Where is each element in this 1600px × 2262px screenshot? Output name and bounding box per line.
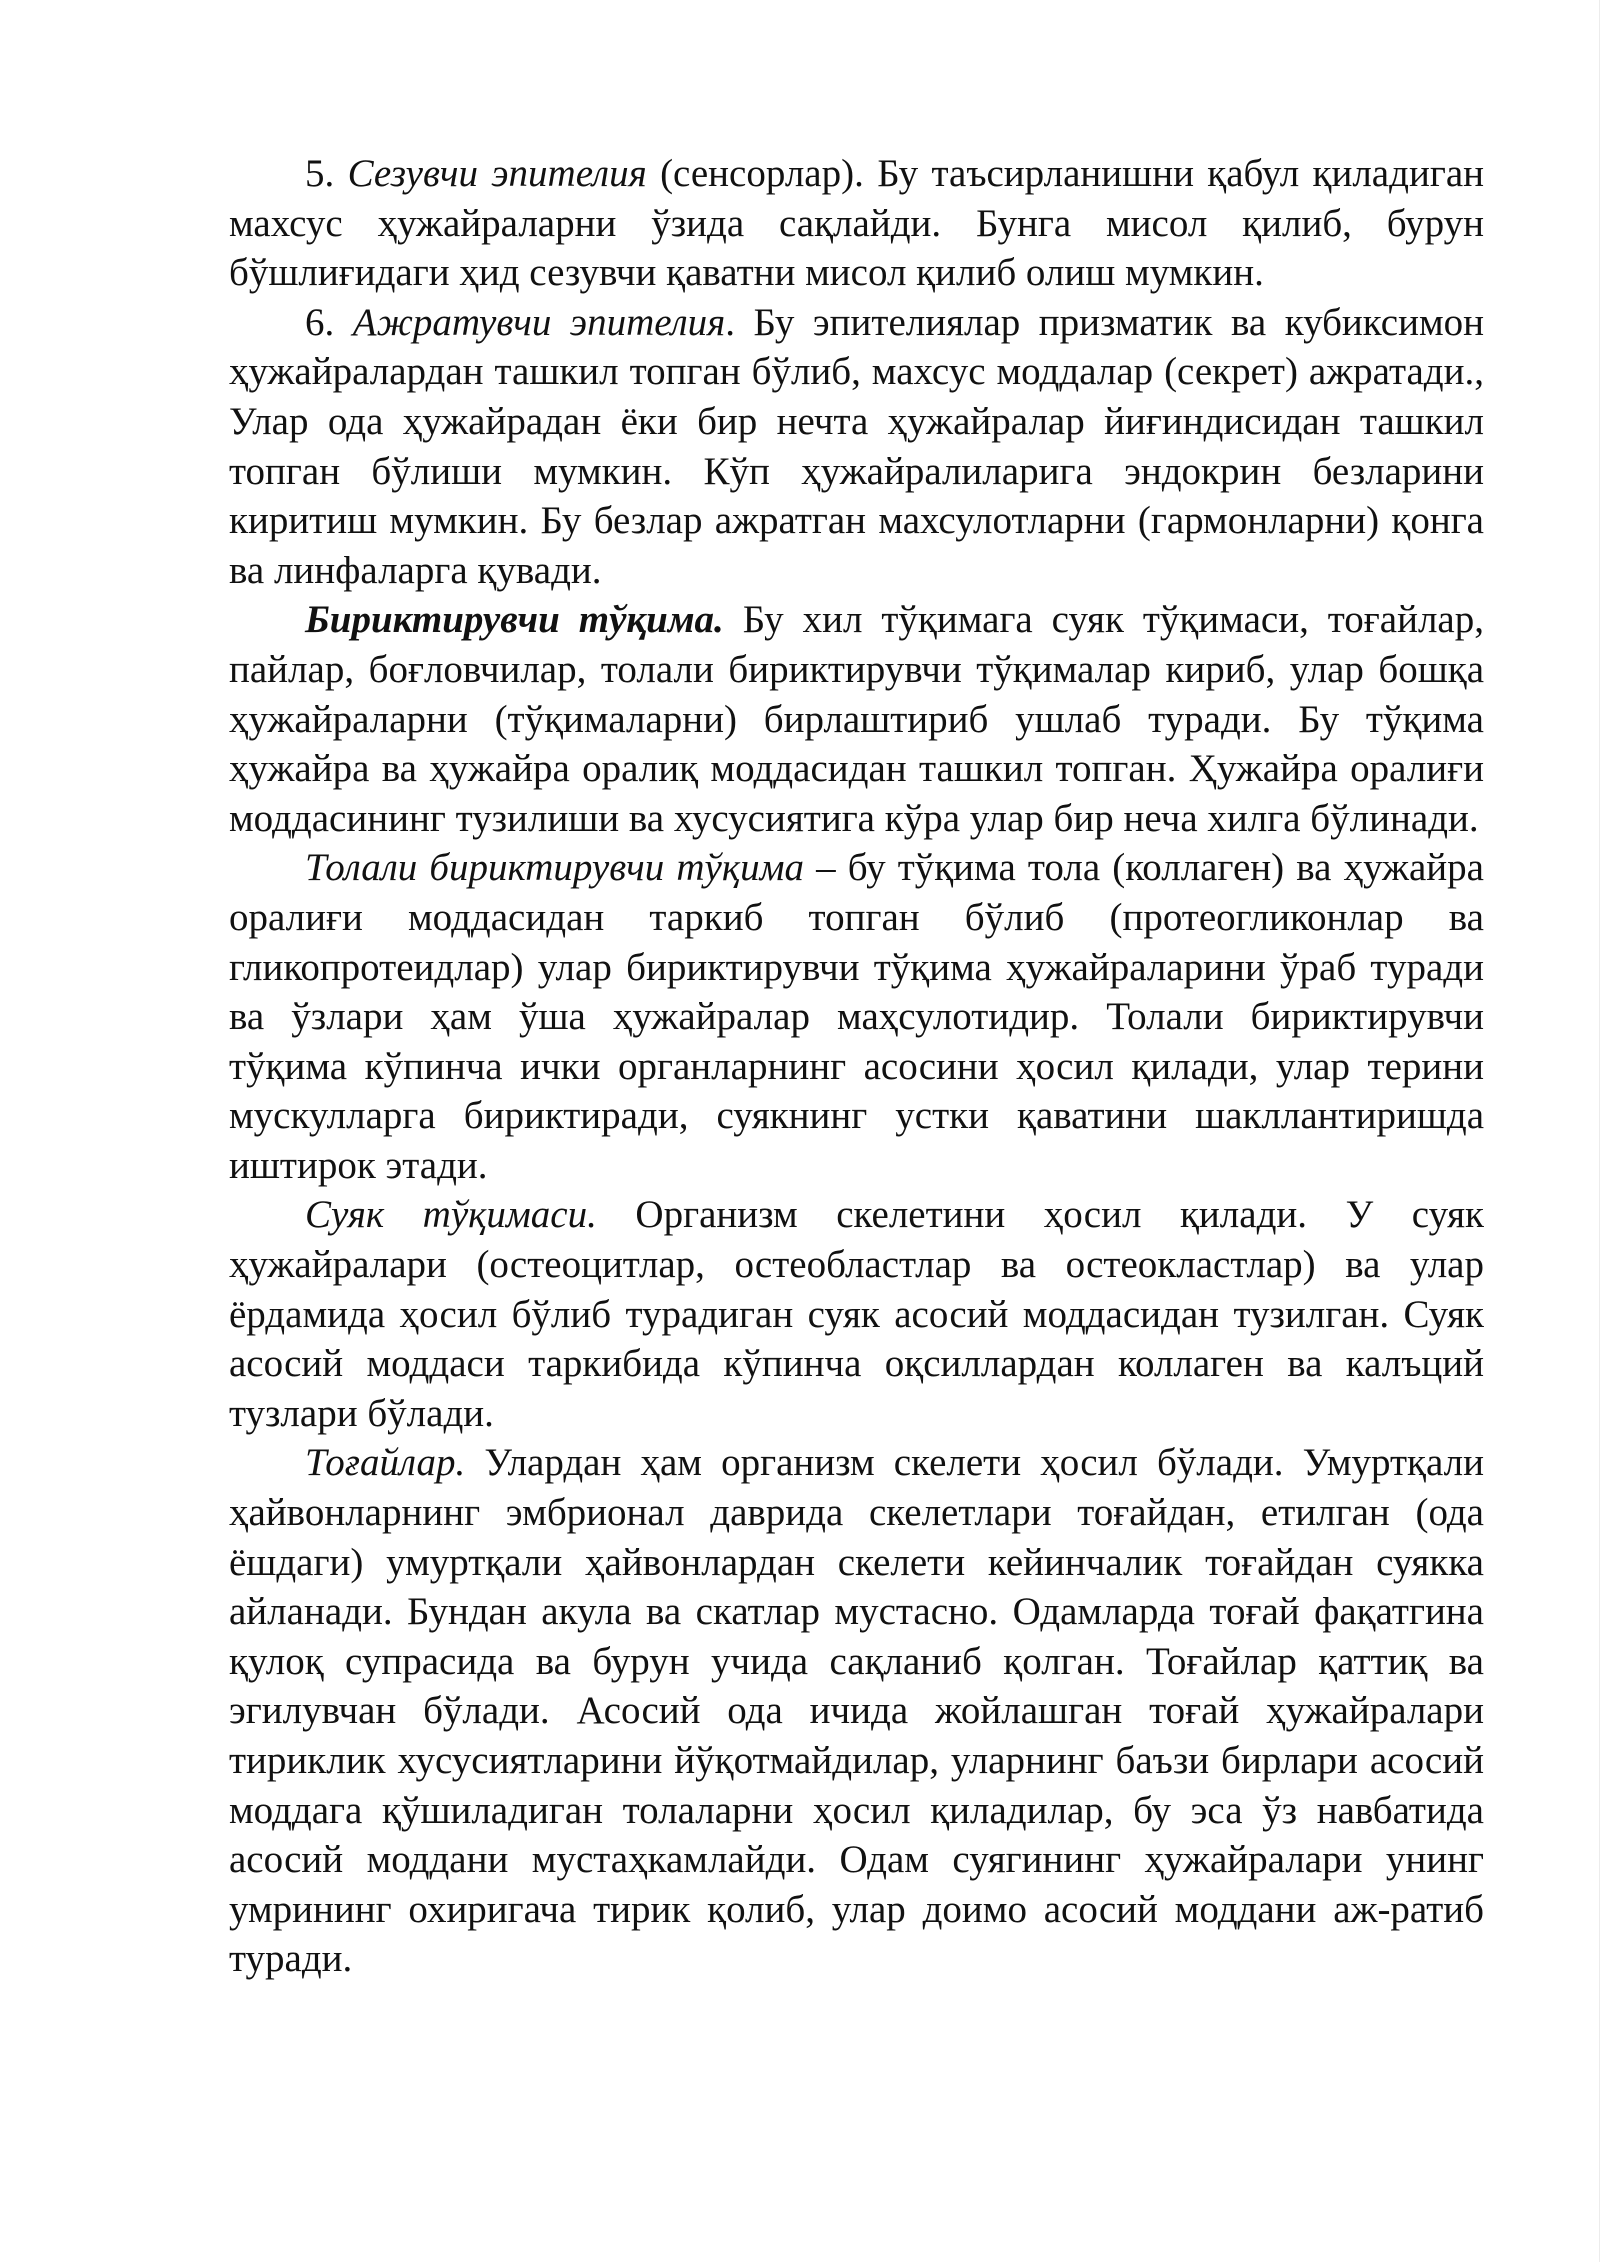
paragraph-cartilage [229, 1438, 1484, 1984]
term-cartilage: Тоғайлар. [305, 1441, 466, 1485]
paragraph-bone-tissue [229, 1190, 1484, 1438]
document-body [229, 149, 1484, 1984]
paragraph-fibrous-connective-tissue [229, 843, 1484, 1190]
term-secretory-epithelium: Ажратувчи эпителия [352, 300, 726, 344]
paragraph-text: . Бу эпителиялар призматик ва кубиксимон ҳужайралардан ташкил топган бўлиб, махсус моддалар (секрет) ажратади., Улар ода ҳужайрадан ёки бир нечта ҳужайралар йиғиндисидан ташкил топган бўлиши мумкин. Кўп ҳужайралиларига эндокрин безларини киритиш мумкин. Бу безлар ажратган махсулотларни (гармонларни) қонга ва линфаларга қувади. [229, 300, 1484, 592]
paragraph-text: (сенсорлар). Бу таъсирланишни қабул қиладиган махсус ҳужайраларни ўзида сақлайди. Бунга мисол қилиб, бурун бўшлиғидаги ҳид сезувчи қаватни мисол қилиб олиш мумкин. [229, 152, 1485, 295]
list-number: 5. [305, 152, 335, 195]
paragraph-sensory-epithelium [229, 149, 1484, 298]
term-fibrous-connective-tissue: Толали бириктирувчи тўқима [305, 846, 804, 890]
paragraph-text: Бу хил тўқимага суяк тўқимаси, тоғайлар, пайлар, боғловчилар, толали бириктирувчи тўқималар кириб, улар бошқа ҳужайраларни (тўқималарни) бирлаштириб ушлаб туради. Бу тўқима ҳужайра ва ҳужайра оралиқ моддасидан ташкил топган. Ҳужайра оралиғи моддасининг тузилиши ва хусусиятига кўра улар бир неча хилга бўлинади. [229, 598, 1484, 840]
term-sensory-epithelium: Сезувчи эпителия [347, 152, 647, 195]
paragraph-text: Улардан ҳам организм скелети ҳосил бўлади. Умуртқали ҳайвонларнинг эмбрионал даврида скелетлари тоғайдан, етилган (ода ёшдаги) умуртқали ҳайвонлардан скелети кейинчалик тоғайдан суякка айланади. Бундан акула ва скатлар мустасно. Одамларда тоғай фақатгина қулоқ супрасида ва бурун учида сақланиб қолган. Тоғайлар қаттиқ ва эгилувчан бўлади. Асосий ода ичида жойлашган тоғай ҳужайралари тириклик хусусиятларини йўқотмайдилар, уларнинг баъзи бирлари асосий моддага қўшиладиган толаларни ҳосил қиладилар, бу эса ўз навбатида асосий моддани мустаҳкамлайди. Одам суягининг ҳужайралари унинг умрининг охиригача тирик қолиб, улар доимо асосий моддани аж-ратиб туради. [229, 1441, 1484, 1981]
term-bone-tissue: Суяк тўқимаси. [305, 1193, 597, 1237]
list-number: 6. [305, 300, 335, 344]
term-connective-tissue: Бириктирувчи тўқима. [305, 598, 724, 642]
paragraph-connective-tissue [229, 595, 1484, 843]
paragraph-text: – бу тўқима тола (коллаген) ва ҳужайра оралиғи моддасидан таркиб топган бўлиб (протеогликонлар ва гликопротеидлар) улар бириктирувчи тўқима ҳужайраларини ўраб туради ва ўзлари ҳам ўша ҳужайралар маҳсулотидир. Толали бириктирувчи тўқима кўпинча ички органларнинг асосини ҳосил қилади, улар терини мускулларга бириктиради, суякнинг устки қаватини шакллантиришда иштирок этади. [229, 846, 1484, 1187]
paragraph-secretory-epithelium [229, 298, 1484, 596]
paragraph-text: Организм скелетини ҳосил қилади. У суяк ҳужайралари (остеоцитлар, остеобластлар ва остеокластлар) ва улар ёрдамида ҳосил бўлиб турадиган суяк асосий моддасидан тузилган. Суяк асосий моддаси таркибида кўпинча оқсиллардан коллаген ва калъций тузлари бўлади. [229, 1193, 1484, 1435]
